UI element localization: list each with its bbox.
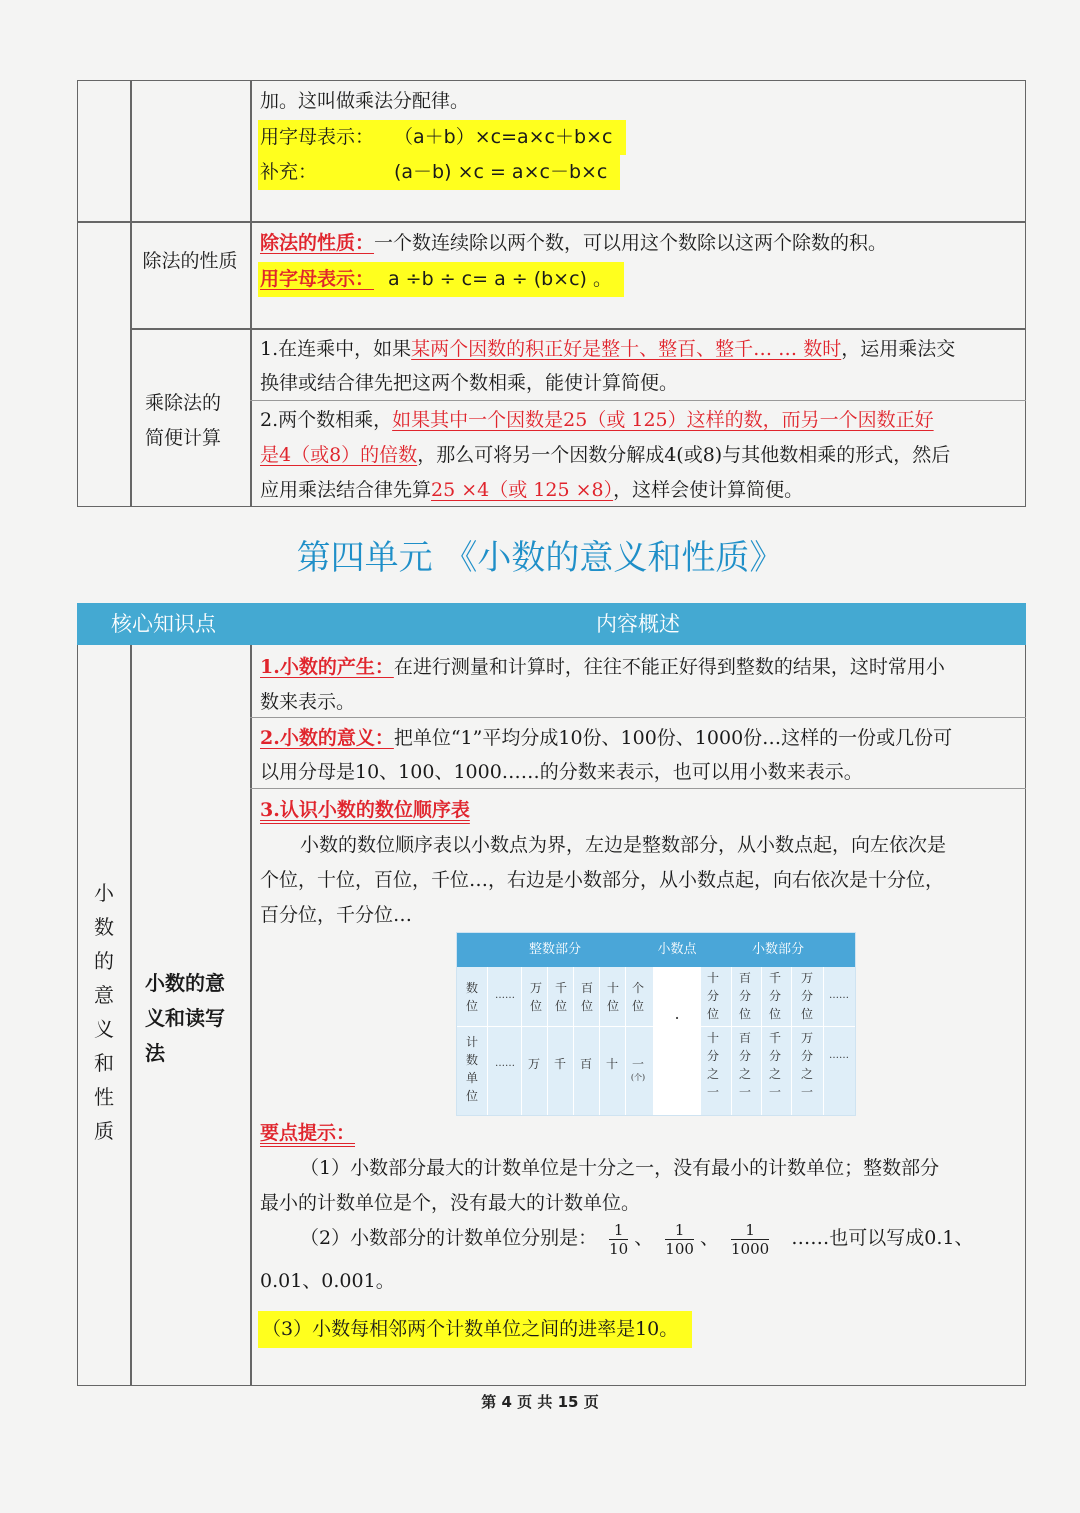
col-divider: [487, 967, 488, 1115]
ellipsis: ……: [495, 990, 515, 1001]
simplify-p1-line2: 换律或结合律先把这两个数相乘，能使计算简便。: [260, 372, 679, 394]
place-tenths: 十分位: [706, 971, 719, 1021]
denominator: 1000: [731, 1239, 770, 1258]
fraction-thousandth: [731, 1221, 769, 1258]
division-formula-row: [258, 262, 624, 297]
highlight-red: 如果其中一个因数是25（或 125）这样的数，而另一个因数正好: [392, 409, 934, 431]
highlight-red: 是4（或8）的倍数: [260, 444, 418, 466]
col-divider: [599, 967, 600, 1115]
header-col2: 内容概述: [596, 612, 680, 636]
p3-line1: 小数的数位顺序表以小数点为界，左边是整数部分，从小数点起，向左依次是: [300, 834, 947, 856]
char: 义: [94, 1017, 114, 1041]
char: 质: [94, 1119, 114, 1143]
col-divider: [731, 967, 732, 1115]
text: ，这样会使计算简便。: [613, 479, 804, 501]
col-divider: [791, 967, 792, 1115]
divider: [130, 328, 1026, 330]
highlight-red: 25 ×4（或 125 ×8）: [431, 479, 614, 501]
p2-line2: 以用分母是10、100、1000……的分数来表示，也可以用小数来表示。: [260, 761, 863, 783]
point-column: [653, 967, 701, 1115]
char: 和: [94, 1051, 114, 1075]
tip1-line2: 最小的计数单位是个，没有最大的计数单位。: [260, 1192, 641, 1214]
p2-line1: [260, 721, 952, 756]
unit-wan: 万: [527, 1057, 540, 1071]
formula-label: 用字母表示：: [260, 126, 375, 148]
col-divider: [823, 967, 824, 1115]
tip3: （3）小数每相邻两个计数单位之间的进率是10。: [258, 1311, 692, 1348]
divider: [130, 80, 132, 507]
division-formula-label: 用字母表示：: [260, 268, 375, 290]
fraction-hundredth: [665, 1221, 694, 1258]
division-prop-text: 一个数连续除以两个数，可以用这个数除以这两个除数的积。: [374, 232, 888, 254]
decimal-point: .: [674, 1004, 680, 1023]
text: 应用乘法结合律先算: [260, 479, 432, 501]
place-bai: 百位: [580, 981, 593, 1013]
simplify-p1-line1: [260, 332, 955, 367]
unit-thousandth: 千分之一: [768, 1031, 781, 1099]
text: 在进行测量和计算时，往往不能正好得到整数的结果，这时常用小: [393, 656, 945, 678]
formula: （a＋b）×c=a×c＋b×c: [394, 126, 613, 148]
unit-bai: 百: [579, 1057, 592, 1071]
divider: [250, 645, 252, 1386]
division-label: 除法的性质: [142, 250, 238, 272]
highlight-red: 某两个因数的积正好是整十、整百、整千… … 数时: [411, 338, 842, 360]
char: 性: [94, 1085, 114, 1109]
text: 2.两个数相乘，: [260, 409, 393, 431]
unit-shi: 十: [605, 1057, 618, 1071]
place-value-table: [456, 932, 856, 1116]
char: 数: [94, 915, 114, 939]
tip2-line2: 0.01、0.001。: [260, 1270, 395, 1292]
dist-law-formula-row: [258, 120, 626, 155]
text: 1.在连乘中，如果: [260, 338, 412, 360]
text: （2）小数部分的计数单位分别是：: [300, 1227, 598, 1249]
header-decimal: 小数部分: [701, 933, 855, 967]
place-wan: 万位: [529, 981, 542, 1013]
p3-line3: 百分位，千分位…: [260, 904, 413, 926]
section-title: 第四单元 《小数的意义和性质》: [296, 538, 784, 578]
numerator: 1: [731, 1221, 769, 1240]
col-divider: [573, 967, 574, 1115]
dist-law-supp-row: [258, 155, 620, 190]
p1-label: 1.小数的产生：: [260, 656, 394, 678]
place-qian: 千位: [554, 981, 567, 1013]
ellipsis: ……: [495, 1058, 515, 1069]
divider: [250, 80, 252, 507]
simplify-p2-line2: [260, 438, 950, 473]
unit-yi-note: (个): [630, 1073, 646, 1082]
place-shi: 十位: [606, 981, 619, 1013]
header-point: 小数点: [653, 933, 701, 967]
simplify-p2-line3: [260, 473, 803, 508]
text: ，那么可将另一个因数分解成4(或8)与其他数相乘的形式，然后: [417, 444, 951, 466]
sub-label: 小数的意义和读写法: [145, 971, 225, 1065]
division-prop-label: 除法的性质：: [260, 232, 375, 254]
char: 的: [94, 949, 114, 973]
row2-label: 计数单位: [465, 1035, 478, 1103]
sep: 、: [634, 1227, 654, 1249]
ellipsis: ……: [829, 1050, 849, 1061]
divider: [77, 221, 1026, 223]
p2-label: 2.小数的意义：: [260, 727, 394, 749]
place-thousandths: 千分位: [768, 971, 781, 1021]
ellipsis: ……: [829, 990, 849, 1001]
supp-label: 补充：: [260, 161, 318, 183]
text: ，运用乘法交: [841, 338, 956, 360]
unit-hundredth: 百分之一: [738, 1031, 751, 1099]
col-divider: [547, 967, 548, 1115]
char: 小: [94, 881, 114, 905]
char: 意: [94, 983, 114, 1007]
tip2-line1: [300, 1218, 973, 1258]
unit-tenth: 十分之一: [706, 1031, 719, 1099]
place-ge: 个位: [631, 981, 644, 1013]
place-ten-thousandths: 万分位: [800, 971, 813, 1021]
row-divider: [457, 1026, 855, 1027]
col-divider: [625, 967, 626, 1115]
header-col1: 核心知识点: [111, 612, 216, 636]
unit-yi: 一: [631, 1057, 644, 1071]
p3-label: 3.认识小数的数位顺序表: [260, 799, 470, 821]
division-prop: [260, 226, 887, 261]
p1-line1: [260, 650, 945, 685]
text: ……也可以写成0.1、: [791, 1227, 974, 1249]
supp-formula: (a－b) ×c = a×c－b×c: [394, 161, 608, 183]
numerator: 1: [609, 1221, 628, 1240]
dist-law-line1: 加。这叫做乘法分配律。: [260, 90, 470, 112]
vertical-label: [84, 876, 124, 1148]
page-footer: 第 4 页 共 15 页: [481, 1393, 599, 1411]
numerator: 1: [665, 1221, 694, 1240]
simplify-label: 乘除法的简便计算: [145, 392, 222, 449]
unit-ten-thousandth: 万分之一: [800, 1031, 813, 1099]
unit-qian: 千: [553, 1057, 566, 1071]
col-divider: [761, 967, 762, 1115]
p1-line2: 数来表示。: [260, 691, 356, 713]
header-integer: 整数部分: [457, 933, 653, 967]
simplify-p2-line1: [260, 403, 934, 438]
row1-label: 数位: [465, 981, 478, 1013]
tip-label: 要点提示：: [260, 1122, 356, 1144]
text: 把单位“1”平均分成10份、100份、1000份…这样的一份或几份可: [393, 727, 953, 749]
divider: [130, 645, 132, 1386]
denominator: 10: [609, 1239, 629, 1258]
division-formula: a ÷b ÷ c= a ÷ (b×c) 。: [388, 268, 613, 290]
fraction-tenth: [609, 1221, 628, 1258]
divider: [250, 717, 1026, 718]
denominator: 100: [665, 1239, 694, 1258]
p3-line2: 个位，十位，百位，千位…，右边是小数部分，从小数点起，向右依次是十分位，: [260, 869, 945, 891]
sep: 、: [699, 1227, 719, 1249]
place-hundredths: 百分位: [738, 971, 751, 1021]
col-divider: [521, 967, 522, 1115]
tip1-line1: （1）小数部分最大的计数单位是十分之一，没有最小的计数单位；整数部分: [300, 1157, 940, 1179]
